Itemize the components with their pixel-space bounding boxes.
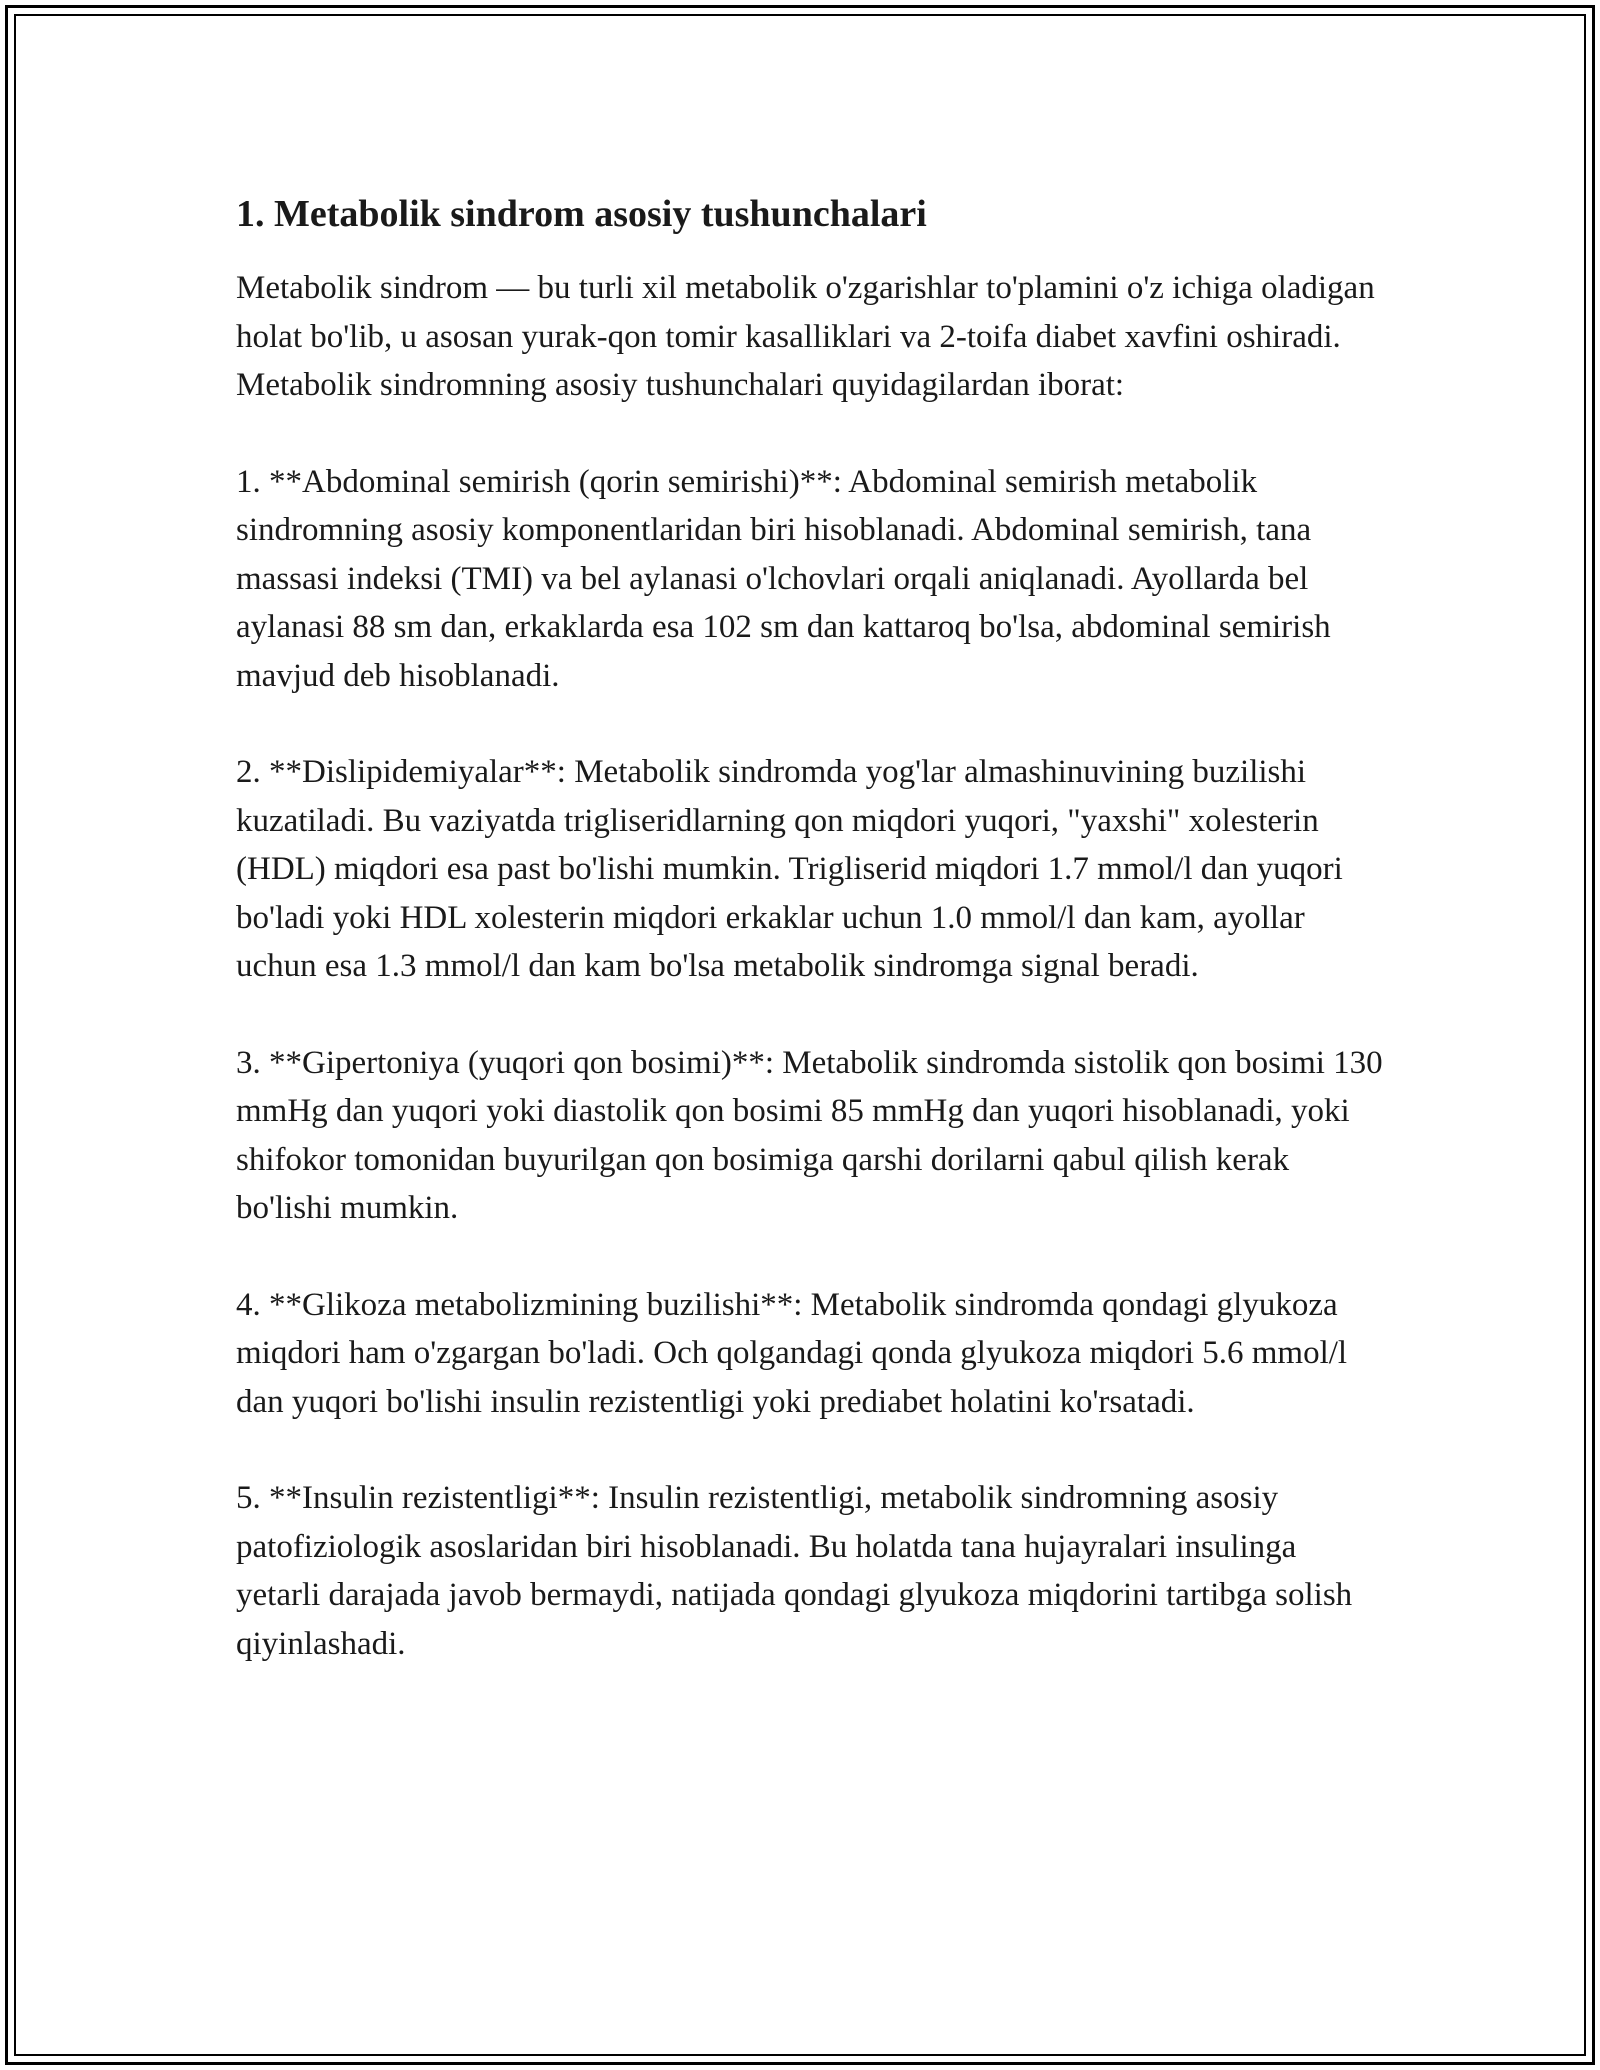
item-abdominal-obesity: 1. **Abdominal semirish (qorin semirishi)**: Abdominal semirish metabolik sindromning asosiy komponentlaridan biri hisoblanadi. Abdominal semirish, tana massasi indeksi (TMI) va bel aylanasi o'lchovlari orqali aniqlanadi. Ayollarda bel aylanasi 88 sm dan, erkaklarda esa 102 sm dan kattaroq bo'lsa, abdominal semirish mavjud deb hisoblanadi. (236, 463, 1331, 694)
item-glucose-metabolism: 4. **Glikoza metabolizmining buzilishi**: Metabolik sindromda qondagi glyukoza miqdori ham o'zgargan bo'ladi. Och qolgandagi qonda glyukoza miqdori 5.6 mmol/l dan yuqori bo'lishi insulin rezistentligi yoki prediabet holatini ko'rsatadi. (236, 1286, 1348, 1420)
intro-paragraph: Metabolik sindrom — bu turli xil metabolik o'zgarishlar to'plamini o'z ichiga oladigan holat bo'lib, u asosan yurak-qon tomir kasalliklari va 2-toifa diabet xavfini oshiradi. Metabolik sindromning asosiy tushunchalari quyidagilardan iborat: (236, 270, 1375, 403)
item-dyslipidemia: 2. **Dislipidemiyalar**: Metabolik sindromda yog'lar almashinuvining buzilishi kuzatiladi. Bu vaziyatda trigliseridlarning qon miqdori yuqori, "yaxshi" xolesterin (HDL) miqdori esa past bo'lishi mumkin. Trigliserid miqdori 1.7 mmol/l dan yuqori bo'ladi yoki HDL xolesterin miqdori erkaklar uchun 1.0 mmol/l dan kam, ayollar uchun esa 1.3 mmol/l dan kam bo'lsa metabolik sindromga signal beradi. (236, 754, 1343, 984)
document-title: 1. Metabolik sindrom asosiy tushunchalari (236, 193, 927, 235)
document-body (236, 188, 1386, 1716)
item-hypertension: 3. **Gipertoniya (yuqori qon bosimi)**: Metabolik sindromda sistolik qon bosimi 130 mmHg dan yuqori yoki diastolik qon bosimi 85 mmHg dan yuqori hisoblanadi, yoki shifokor tomonidan buyurilgan qon bosimiga qarshi dorilarni qabul qilish kerak bo'lishi mumkin. (236, 1044, 1383, 1226)
item-insulin-resistance: 5. **Insulin rezistentligi**: Insulin rezistentligi, metabolik sindromning asosiy patofiziologik asoslaridan biri hisoblanadi. Bu holatda tana hujayralari insulinga yetarli darajada javob bermaydi, natijada qondagi glyukoza miqdorini tartibga solish qiyinlashadi. (236, 1480, 1353, 1662)
